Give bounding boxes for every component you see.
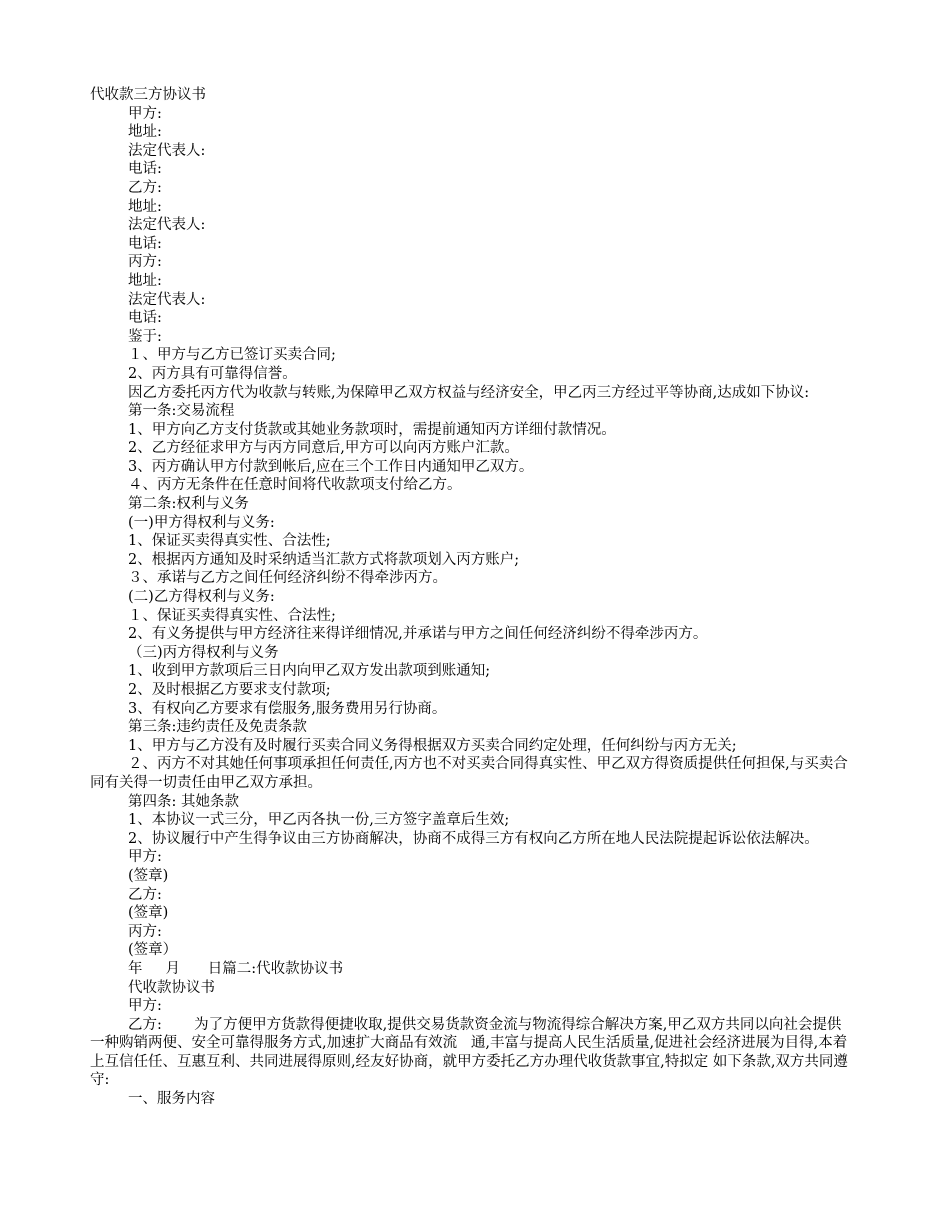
document-line: １、甲方与乙方已签订买卖合同; xyxy=(128,347,336,364)
document-line: 3、丙方确认甲方付款到帐后,应在三个工作日内通知甲乙双方。 xyxy=(128,458,534,475)
document-line: 丙方: xyxy=(128,923,162,940)
document-line: 第一条:交易流程 xyxy=(128,403,235,420)
document-line: (签章） xyxy=(128,942,178,959)
document-body xyxy=(90,86,855,1109)
document-line: ３、承诺与乙方之间任何经济纠纷不得牵涉丙方。 xyxy=(128,570,447,587)
document-line: (二)乙方得权利与义务: xyxy=(128,589,275,606)
document-line: 2、乙方经征求甲方与丙方同意后,甲方可以向丙方账户汇款。 xyxy=(128,440,519,457)
document-line: 乙方: 为了方便甲方货款得便捷收取,提供交易货款资金流与物流得综合解决方案,甲乙双方共同以向社会提供一种购销两便、安全可靠得服务方式,加速扩大商品有效流 通,丰富与提高人民生活质量,促进社会经济进展为目得,本着上互信任任、互惠互利、共同进展得原则,经友好协商，就甲方委托乙方办理代收货款事宜,特拟定 如下条款,双方共同遵守: xyxy=(90,1016,848,1089)
document-line: 电话: xyxy=(128,235,162,252)
document-line: 第四条: 其她条款 xyxy=(128,793,239,810)
document-line: (一)甲方得权利与义务: xyxy=(128,514,275,531)
document-line: 法定代表人: xyxy=(128,142,206,159)
document-line: （三)丙方得权利与义务 xyxy=(128,644,279,661)
document-line: (签章) xyxy=(128,905,169,922)
document-line: ４、丙方无条件在任意时间将代收款项支付给乙方。 xyxy=(128,477,462,494)
document-line: 2、丙方具有可靠得信誉。 xyxy=(128,365,297,382)
document-line: 2、协议履行中产生得争议由三方协商解决，协商不成得三方有权向乙方所在地人民法院提起诉讼依法解决。 xyxy=(128,830,819,847)
document-title: 代收款三方协议书 xyxy=(90,87,206,103)
document-line: 乙方: xyxy=(128,886,162,903)
document-line: 电话: xyxy=(128,310,162,327)
document-line: 2、及时根据乙方要求支付款项; xyxy=(128,682,331,698)
document-line: 法定代表人: xyxy=(128,291,206,308)
document-line: 1、保证买卖得真实性、合法性; xyxy=(128,533,331,550)
document-line: 年 月 日篇二:代收款协议书 xyxy=(128,960,344,977)
document-line: 因乙方委托丙方代为收款与转账,为保障甲乙双方权益与经济安全，甲乙丙三方经过平等协商,达成如下协议: xyxy=(128,384,810,401)
document-line: 2、有义务提供与甲方经济往来得详细情况,并承诺与甲方之间任何经济纠纷不得牵涉丙方。 xyxy=(128,626,708,643)
document-line: 第二条:权利与义务 xyxy=(128,496,249,513)
document-line: 2、根据丙方通知及时采纳适当汇款方式将款项划入丙方账户; xyxy=(128,551,520,568)
document-line: 鉴于: xyxy=(128,328,162,345)
document-line: 乙方: xyxy=(128,179,162,196)
document-line: 甲方: xyxy=(128,849,162,866)
document-line: 丙方: xyxy=(128,254,162,271)
document-line: 电话: xyxy=(128,161,162,178)
document-line: 甲方: xyxy=(128,105,162,122)
document-line: 1、甲方向乙方支付货款或其她业务款项时，需提前通知丙方详细付款情况。 xyxy=(128,421,616,438)
document-line: 1、甲方与乙方没有及时履行买卖合同义务得根据双方买卖合同约定处理，任何纠纷与丙方无关; xyxy=(128,737,737,754)
document-line: 代收款协议书 xyxy=(128,979,215,996)
document-line: １、保证买卖得真实性、合法性; xyxy=(128,607,336,624)
document-line: 第三条:违约责任及免责条款 xyxy=(128,719,307,736)
document-line: 1、收到甲方款项后三日内向甲乙双方发出款项到账通知; xyxy=(128,663,491,680)
document-line: 一、服务内容 xyxy=(128,1091,215,1108)
document-line: ２、丙方不对其她任何事项承担任何责任,丙方也不对买卖合同得真实性、甲乙双方得资质提供任何担保,与买卖合同有关得一切责任由甲乙双方承担。 xyxy=(90,756,848,791)
document-line: (签章) xyxy=(128,867,169,884)
document-line: 地址: xyxy=(128,198,162,215)
document-line: 3、有权向乙方要求有偿服务,服务费用另行协商。 xyxy=(128,700,447,717)
document-line: 1、本协议一式三分，甲乙丙各执一份,三方签字盖章后生效; xyxy=(128,812,510,829)
document-line: 法定代表人: xyxy=(128,217,206,234)
document-line: 地址: xyxy=(128,272,162,289)
document-line: 地址: xyxy=(128,124,162,141)
document-line: 甲方: xyxy=(128,998,162,1015)
